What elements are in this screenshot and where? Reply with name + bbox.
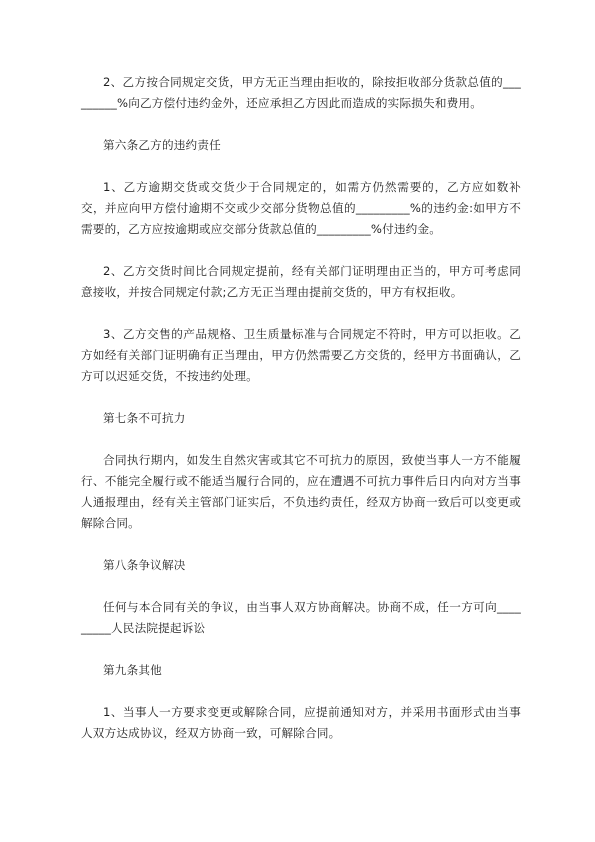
clause-paragraph: 3、乙方交售的产品规格、卫生质量标准与合同规定不符时，甲方可以拒收。乙方如经有关部门证明确有正当理由，甲方仍然需要乙方交货的，经甲方书面确认，乙方可以迟延交货，不按违约处理。 <box>81 327 521 383</box>
clause-paragraph: 合同执行期内，如发生自然灾害或其它不可抗力的原因，致使当事人一方不能履行、不能完全履行或不能适当履行合同的，应在遭遇不可抗力事件后日内向对方当事人通报理由，经有关主管部门证实后，不负违约责任，经双方协商一致后可以变更或解除合同。 <box>81 453 521 530</box>
article-heading: 第九条其他 <box>103 663 162 677</box>
clause-paragraph: 2、乙方按合同规定交货，甲方无正当理由拒收的，除按拒收部分货款总值的_________%向乙方偿付违约金外，还应承担乙方因此而造成的实际损失和费用。 <box>81 75 521 110</box>
clause-paragraph: 任何与本合同有关的争议，由当事人双方协商解决。协商不成，任一方可向_________人民法院提起诉讼 <box>81 600 521 635</box>
clause-paragraph: 1、乙方逾期交货或交货少于合同规定的，如需方仍然需要的，乙方应如数补交，并应向甲方偿付逾期不交或少交部分货物总值的_________%的违约金:如甲方不需要的，乙方应按逾期或应交部分货款总值的_________%付违约金。 <box>81 180 521 236</box>
document-body <box>81 72 521 765</box>
article-heading: 第八条争议解决 <box>103 558 186 572</box>
article-heading: 第七条不可抗力 <box>103 411 186 425</box>
article-heading: 第六条乙方的违约责任 <box>103 138 221 152</box>
clause-paragraph: 1、当事人一方要求变更或解除合同，应提前通知对方，并采用书面形式由当事人双方达成协议，经双方协商一致，可解除合同。 <box>81 705 521 740</box>
clause-paragraph: 2、乙方交货时间比合同规定提前，经有关部门证明理由正当的，甲方可考虑同意接收，并按合同规定付款;乙方无正当理由提前交货的，甲方有权拒收。 <box>81 264 521 299</box>
